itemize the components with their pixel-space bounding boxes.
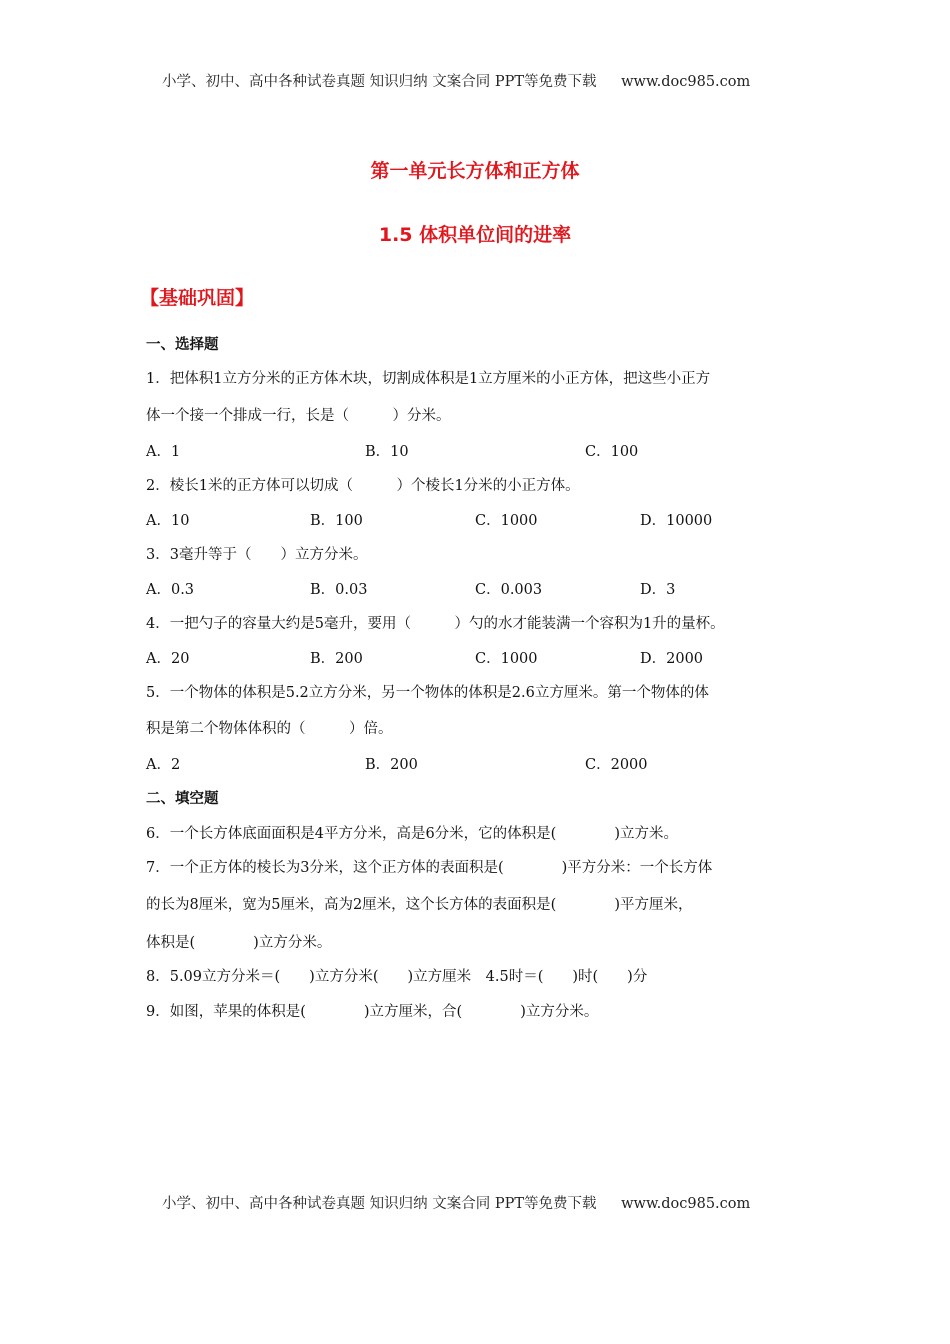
question-6: 6．一个长方体底面面积是4平方分米，高是6分米，它的体积是( )立方米。: [146, 826, 678, 842]
question-1-option-a: A．1: [146, 444, 181, 460]
question-3-option-d: D．3: [640, 582, 676, 598]
question-5-option-b: B．200: [365, 757, 418, 773]
question-7-line-3: 体积是( )立方分米。: [146, 935, 332, 951]
header-text: 小学、初中、高中各种试卷真题 知识归纳 文案合同 PPT等免费下载: [162, 74, 597, 90]
question-5-option-a: A．2: [146, 757, 181, 773]
question-5-line-2: 积是第二个物体体积的（ ）倍。: [146, 721, 393, 737]
question-5-line-1: 5．一个物体的体积是5.2立方分米，另一个物体的体积是2.6立方厘米。第一个物体的体: [146, 685, 709, 701]
question-4-option-d: D．2000: [640, 651, 704, 667]
question-1-option-b: B．10: [365, 444, 409, 460]
question-2-option-a: A．10: [146, 513, 190, 529]
question-4-option-b: B．200: [310, 651, 363, 667]
question-9: 9．如图，苹果的体积是( )立方厘米，合( )立方分米。: [146, 1004, 599, 1020]
question-2-line-1: 2．棱长1米的正方体可以切成（ ）个棱长1分米的小正方体。: [146, 478, 580, 494]
page-footer: [162, 1192, 750, 1213]
question-5-option-c: C．2000: [585, 757, 648, 773]
question-2-option-b: B．100: [310, 513, 363, 529]
question-4-line-1: 4．一把勺子的容量大约是5毫升，要用（ ）勺的水才能装满一个容积为1升的量杯。: [146, 616, 725, 632]
page-title: 第一单元长方体和正方体: [370, 160, 580, 182]
question-4-option-a: A．20: [146, 651, 190, 667]
question-8: 8．5.09立方分米＝( )立方分米( )立方厘米 4.5时＝( )时( )分: [146, 969, 648, 985]
page-subtitle: 1.5 体积单位间的进率: [378, 224, 572, 246]
question-3-option-c: C．0.003: [475, 582, 543, 598]
question-1-option-c: C．100: [585, 444, 639, 460]
footer-url: www.doc985.com: [621, 1196, 751, 1212]
footer-text: 小学、初中、高中各种试卷真题 知识归纳 文案合同 PPT等免费下载: [162, 1196, 597, 1212]
question-1-line-1: 1．把体积1立方分米的正方体木块，切割成体积是1立方厘米的小正方体，把这些小正方: [146, 371, 711, 387]
question-2-option-d: D．10000: [640, 513, 713, 529]
question-4-option-c: C．1000: [475, 651, 538, 667]
section-heading-fill: 二、填空题: [146, 791, 219, 807]
section-heading-choice: 一、选择题: [146, 337, 219, 353]
question-7-line-2: 的长为8厘米，宽为5厘米，高为2厘米，这个长方体的表面积是( )平方厘米，: [146, 897, 693, 913]
header-url: www.doc985.com: [621, 74, 751, 90]
question-3-line-1: 3．3毫升等于（ ）立方分米。: [146, 547, 368, 563]
section-banner: 【基础巩固】: [140, 287, 255, 309]
question-1-line-2: 体一个接一个排成一行，长是（ ）分米。: [146, 408, 451, 424]
page-header: [162, 70, 750, 91]
question-2-option-c: C．1000: [475, 513, 538, 529]
question-3-option-a: A．0.3: [146, 582, 195, 598]
question-3-option-b: B．0.03: [310, 582, 368, 598]
question-7-line-1: 7．一个正方体的棱长为3分米，这个正方体的表面积是( )平方分米：一个长方体: [146, 860, 713, 876]
